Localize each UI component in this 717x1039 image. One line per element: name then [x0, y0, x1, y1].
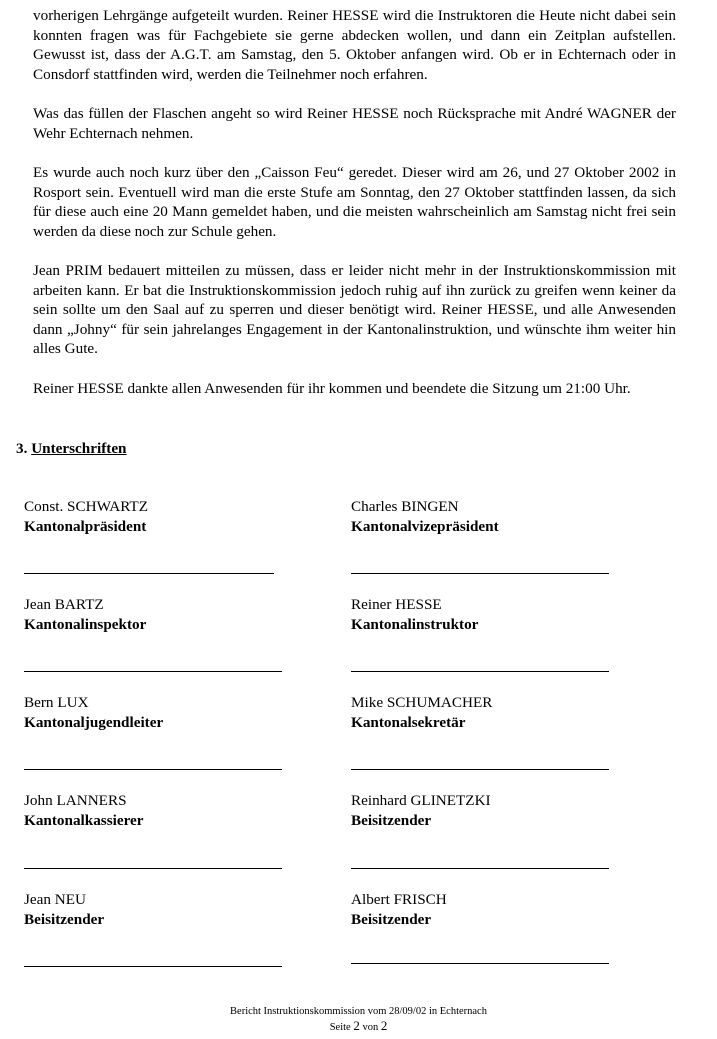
paragraph-caisson-feu: Es wurde auch noch kurz über den „Caisson Feu“ geredet. Dieser wird am 26, und 27 Oktober 2002 in Rosport sein. Eventuell wird man die erste Stufe am Sonntag, den 27 Oktober stattfinden lassen, da sich für diese auch eine 20 Mann gemeldet haben, und die meisten wahrscheinlich am Samstag nicht frei sein werden da diese noch zur Schule gehen. [33, 164, 676, 240]
signature-line [351, 868, 609, 869]
paragraph-lehrgaenge: vorherigen Lehrgänge aufgeteilt wurden. Reiner HESSE wird die Instruktoren die Heute nicht dabei sein konnten fragen was für Fachgebiete sie gerne abdecken wollen, und dann ein Zeitplan aufstellen. Gewusst ist, dass der A.G.T. am Samstag, den 5. Oktober anfangen wird. Ob er in Echternach oder in Consdorf stattfinden wird, werden die Teilnehmer noch erfahren. [33, 7, 676, 83]
signer-role: Kantonalpräsident [24, 518, 147, 535]
paragraph-jean-prim: Jean PRIM bedauert mitteilen zu müssen, dass er leider nicht mehr in der Instruktionskommission mit arbeiten kann. Er bat die Instruktionskommission jedoch ruhig auf ihn zurück zu greifen wenn keiner da sein sollte um den Saal auf zu sperren und dieser benötigt wird. Reiner HESSE, und alle Anwesenden dann „Johny“ für sein jahrelanges Engagement in der Kantonalinstruktion, und wünschte ihm weiter hin alles Gute. [33, 262, 676, 358]
footer-page-label: Seite [329, 1022, 351, 1033]
signature-line [351, 671, 609, 672]
signer-name: Mike SCHUMACHER [351, 694, 493, 711]
signature-line [351, 573, 609, 574]
signature-block-instruktor [351, 595, 478, 635]
signer-name: Reiner HESSE [351, 596, 442, 613]
signature-line [24, 769, 282, 770]
signer-name: John LANNERS [24, 792, 127, 809]
signer-role: Kantonalinspektor [24, 616, 147, 633]
signature-block-kassierer [24, 791, 144, 831]
signer-name: Jean NEU [24, 891, 86, 908]
signature-line [351, 769, 609, 770]
section-title: Unterschriften [31, 440, 127, 457]
section-number: 3. [16, 440, 28, 457]
signer-role: Kantonalinstruktor [351, 616, 479, 633]
section-heading-signatures [16, 439, 127, 459]
footer-page-current: 2 [353, 1018, 360, 1033]
signer-name: Reinhard GLINETZKI [351, 792, 491, 809]
paragraph-closing: Reiner HESSE dankte allen Anwesenden für ihr kommen und beendete die Sitzung um 21:00 Uhr. [33, 380, 631, 397]
signer-name: Albert FRISCH [351, 891, 447, 908]
signature-block-praesident [24, 497, 148, 537]
signer-name: Const. SCHWARTZ [24, 498, 148, 515]
signature-line [24, 573, 274, 574]
footer-page-sep: von [362, 1022, 379, 1033]
footer-page-number [0, 1019, 717, 1035]
signature-block-beisitzender-neu [24, 890, 104, 930]
signer-name: Jean BARTZ [24, 596, 104, 613]
signature-line [351, 963, 609, 964]
signer-role: Kantonalsekretär [351, 714, 466, 731]
signer-role: Beisitzender [351, 911, 432, 928]
signature-block-inspektor [24, 595, 146, 635]
footer-page-total: 2 [380, 1018, 388, 1033]
signer-role: Kantonaljugendleiter [24, 714, 164, 731]
paragraph-flaschen: Was das füllen der Flaschen angeht so wird Reiner HESSE noch Rücksprache mit André WAGNER der Wehr Echternach nehmen. [33, 105, 676, 142]
signature-block-jugendleiter [24, 693, 163, 733]
footer-report-title: Bericht Instruktionskommission vom 28/09/02 in Echternach [230, 1006, 487, 1017]
signer-role: Beisitzender [24, 911, 105, 928]
signature-block-beisitzender-frisch [351, 890, 447, 930]
signer-role: Kantonalvizepräsident [351, 518, 499, 535]
signer-role: Kantonalkassierer [24, 812, 144, 829]
signature-line [24, 966, 282, 967]
signature-block-sekretaer [351, 693, 492, 733]
signer-name: Charles BINGEN [351, 498, 459, 515]
signer-name: Bern LUX [24, 694, 89, 711]
signature-block-beisitzender-glinetzki [351, 791, 491, 831]
signature-line [24, 868, 282, 869]
page-footer [0, 1005, 717, 1035]
signature-block-vizepraesident [351, 497, 499, 537]
signer-role: Beisitzender [351, 812, 432, 829]
signature-line [24, 671, 282, 672]
